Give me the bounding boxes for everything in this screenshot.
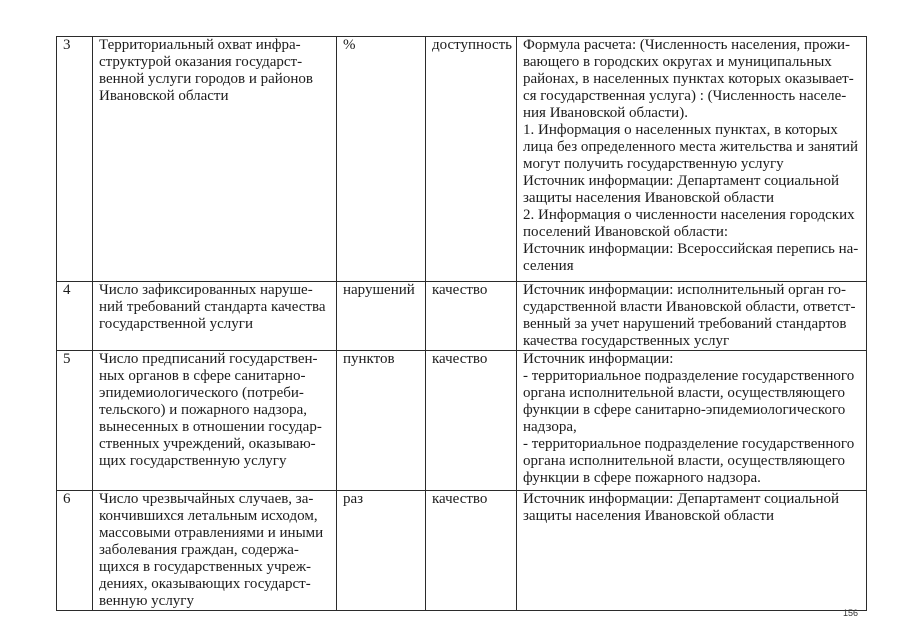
source-line: органа исполнительной власти, осуществляющего [523, 385, 846, 401]
row-number-cell [57, 491, 93, 611]
indicator-name-line: тельского) и пожарного надзора, [99, 402, 308, 418]
unit-value: пунктов [343, 351, 395, 367]
category-value: качество [432, 282, 488, 298]
indicator-name-line: кончившихся летальным исходом, [99, 508, 318, 524]
indicator-name-cell [93, 282, 337, 351]
source-line: качества государственных услуг [523, 333, 730, 349]
source-line: 2. Информация о численности населения городских [523, 207, 855, 223]
source-line: венный за учет нарушений требований стандартов [523, 316, 847, 332]
source-line: Формула расчета: (Численность населения, прожи- [523, 37, 851, 53]
source-line: Источник информации: исполнительный орган го- [523, 282, 847, 298]
indicator-name-cell [93, 351, 337, 491]
indicator-name-line: структурой оказания государст- [99, 54, 303, 70]
table-row [57, 491, 867, 611]
source-line: защиты населения Ивановской области [523, 190, 775, 206]
source-line: ния Ивановской области). [523, 105, 688, 121]
row-number-cell [57, 282, 93, 351]
source-line: могут получить государственную услугу [523, 156, 784, 172]
category-cell [426, 351, 517, 491]
unit-cell [337, 351, 426, 491]
indicator-name-line: венную услугу [99, 593, 194, 609]
source-line: 1. Информация о населенных пунктах, в которых [523, 122, 838, 138]
row-number-cell [57, 351, 93, 491]
source-cell [517, 282, 867, 351]
unit-cell [337, 282, 426, 351]
source-cell [517, 351, 867, 491]
source-line: функции в сфере пожарного надзора. [523, 470, 761, 486]
category-cell [426, 491, 517, 611]
source-line: функции в сфере санитарно-эпидемиологического [523, 402, 846, 418]
row-number: 6 [63, 491, 71, 507]
category-value: качество [432, 351, 488, 367]
indicator-name-line: Ивановской области [99, 88, 229, 104]
page-number: 156 [843, 608, 859, 618]
source-line: - территориальное подразделение государственного [523, 436, 855, 452]
indicator-name-line: дениях, оказывающих государст- [99, 576, 311, 592]
category-value: доступность [432, 37, 513, 53]
indicator-name-line: венной услуги городов и районов [99, 71, 313, 87]
row-number: 4 [63, 282, 71, 298]
source-line: органа исполнительной власти, осуществляющего [523, 453, 846, 469]
row-number-cell [57, 37, 93, 282]
unit-value: % [343, 37, 356, 53]
indicator-name-line: массовыми отравлениями и иными [99, 525, 324, 541]
indicator-name-line: вынесенных в отношении государ- [99, 419, 322, 435]
source-line: Источник информации: [523, 351, 674, 367]
source-line: селения [523, 258, 574, 274]
indicators-table [56, 36, 867, 611]
indicator-name-cell [93, 491, 337, 611]
table-row [57, 37, 867, 282]
table-row [57, 282, 867, 351]
source-line: Источник информации: Департамент социальной [523, 173, 840, 189]
indicator-name-line: эпидемиологического (потреби- [99, 385, 304, 401]
indicator-name-line: Число зафиксированных наруше- [99, 282, 313, 298]
unit-cell [337, 491, 426, 611]
source-line: вающего в городских округах и муниципальных [523, 54, 832, 70]
unit-value: раз [343, 491, 364, 507]
indicator-name-line: Число предписаний государствен- [99, 351, 318, 367]
source-line: защиты населения Ивановской области [523, 508, 775, 524]
indicator-name-line: ных органов в сфере санитарно- [99, 368, 306, 384]
indicator-name-line: заболевания граждан, содержа- [99, 542, 299, 558]
indicator-name-cell [93, 37, 337, 282]
category-cell [426, 282, 517, 351]
source-line: ся государственная услуга) : (Численность населе- [523, 88, 847, 104]
indicator-name-line: щихся в государственных учреж- [99, 559, 312, 575]
category-cell [426, 37, 517, 282]
indicator-name-line: государственной услуги [99, 316, 253, 332]
row-number: 3 [63, 37, 71, 53]
source-line: районах, в населенных пунктах которых оказывает- [523, 71, 854, 87]
source-line: Источник информации: Департамент социальной [523, 491, 840, 507]
indicator-name-line: ственных учреждений, оказываю- [99, 436, 316, 452]
indicator-name-line: ний требований стандарта качества [99, 299, 326, 315]
indicator-name-line: Территориальный охват инфра- [99, 37, 301, 53]
source-line: надзора, [523, 419, 577, 435]
indicator-name-line: щих государственную услугу [99, 453, 287, 469]
source-cell [517, 491, 867, 611]
source-cell [517, 37, 867, 282]
source-line: Источник информации: Всероссийская перепись на- [523, 241, 859, 257]
source-line: сударственной власти Ивановской области, ответст- [523, 299, 856, 315]
table-row [57, 351, 867, 491]
unit-value: нарушений [343, 282, 415, 298]
source-line: - территориальное подразделение государственного [523, 368, 855, 384]
source-line: поселений Ивановской области: [523, 224, 729, 240]
indicator-name-line: Число чрезвычайных случаев, за- [99, 491, 314, 507]
category-value: качество [432, 491, 488, 507]
row-number: 5 [63, 351, 71, 367]
source-line: лица без определенного места жительства и занятий [523, 139, 859, 155]
unit-cell [337, 37, 426, 282]
